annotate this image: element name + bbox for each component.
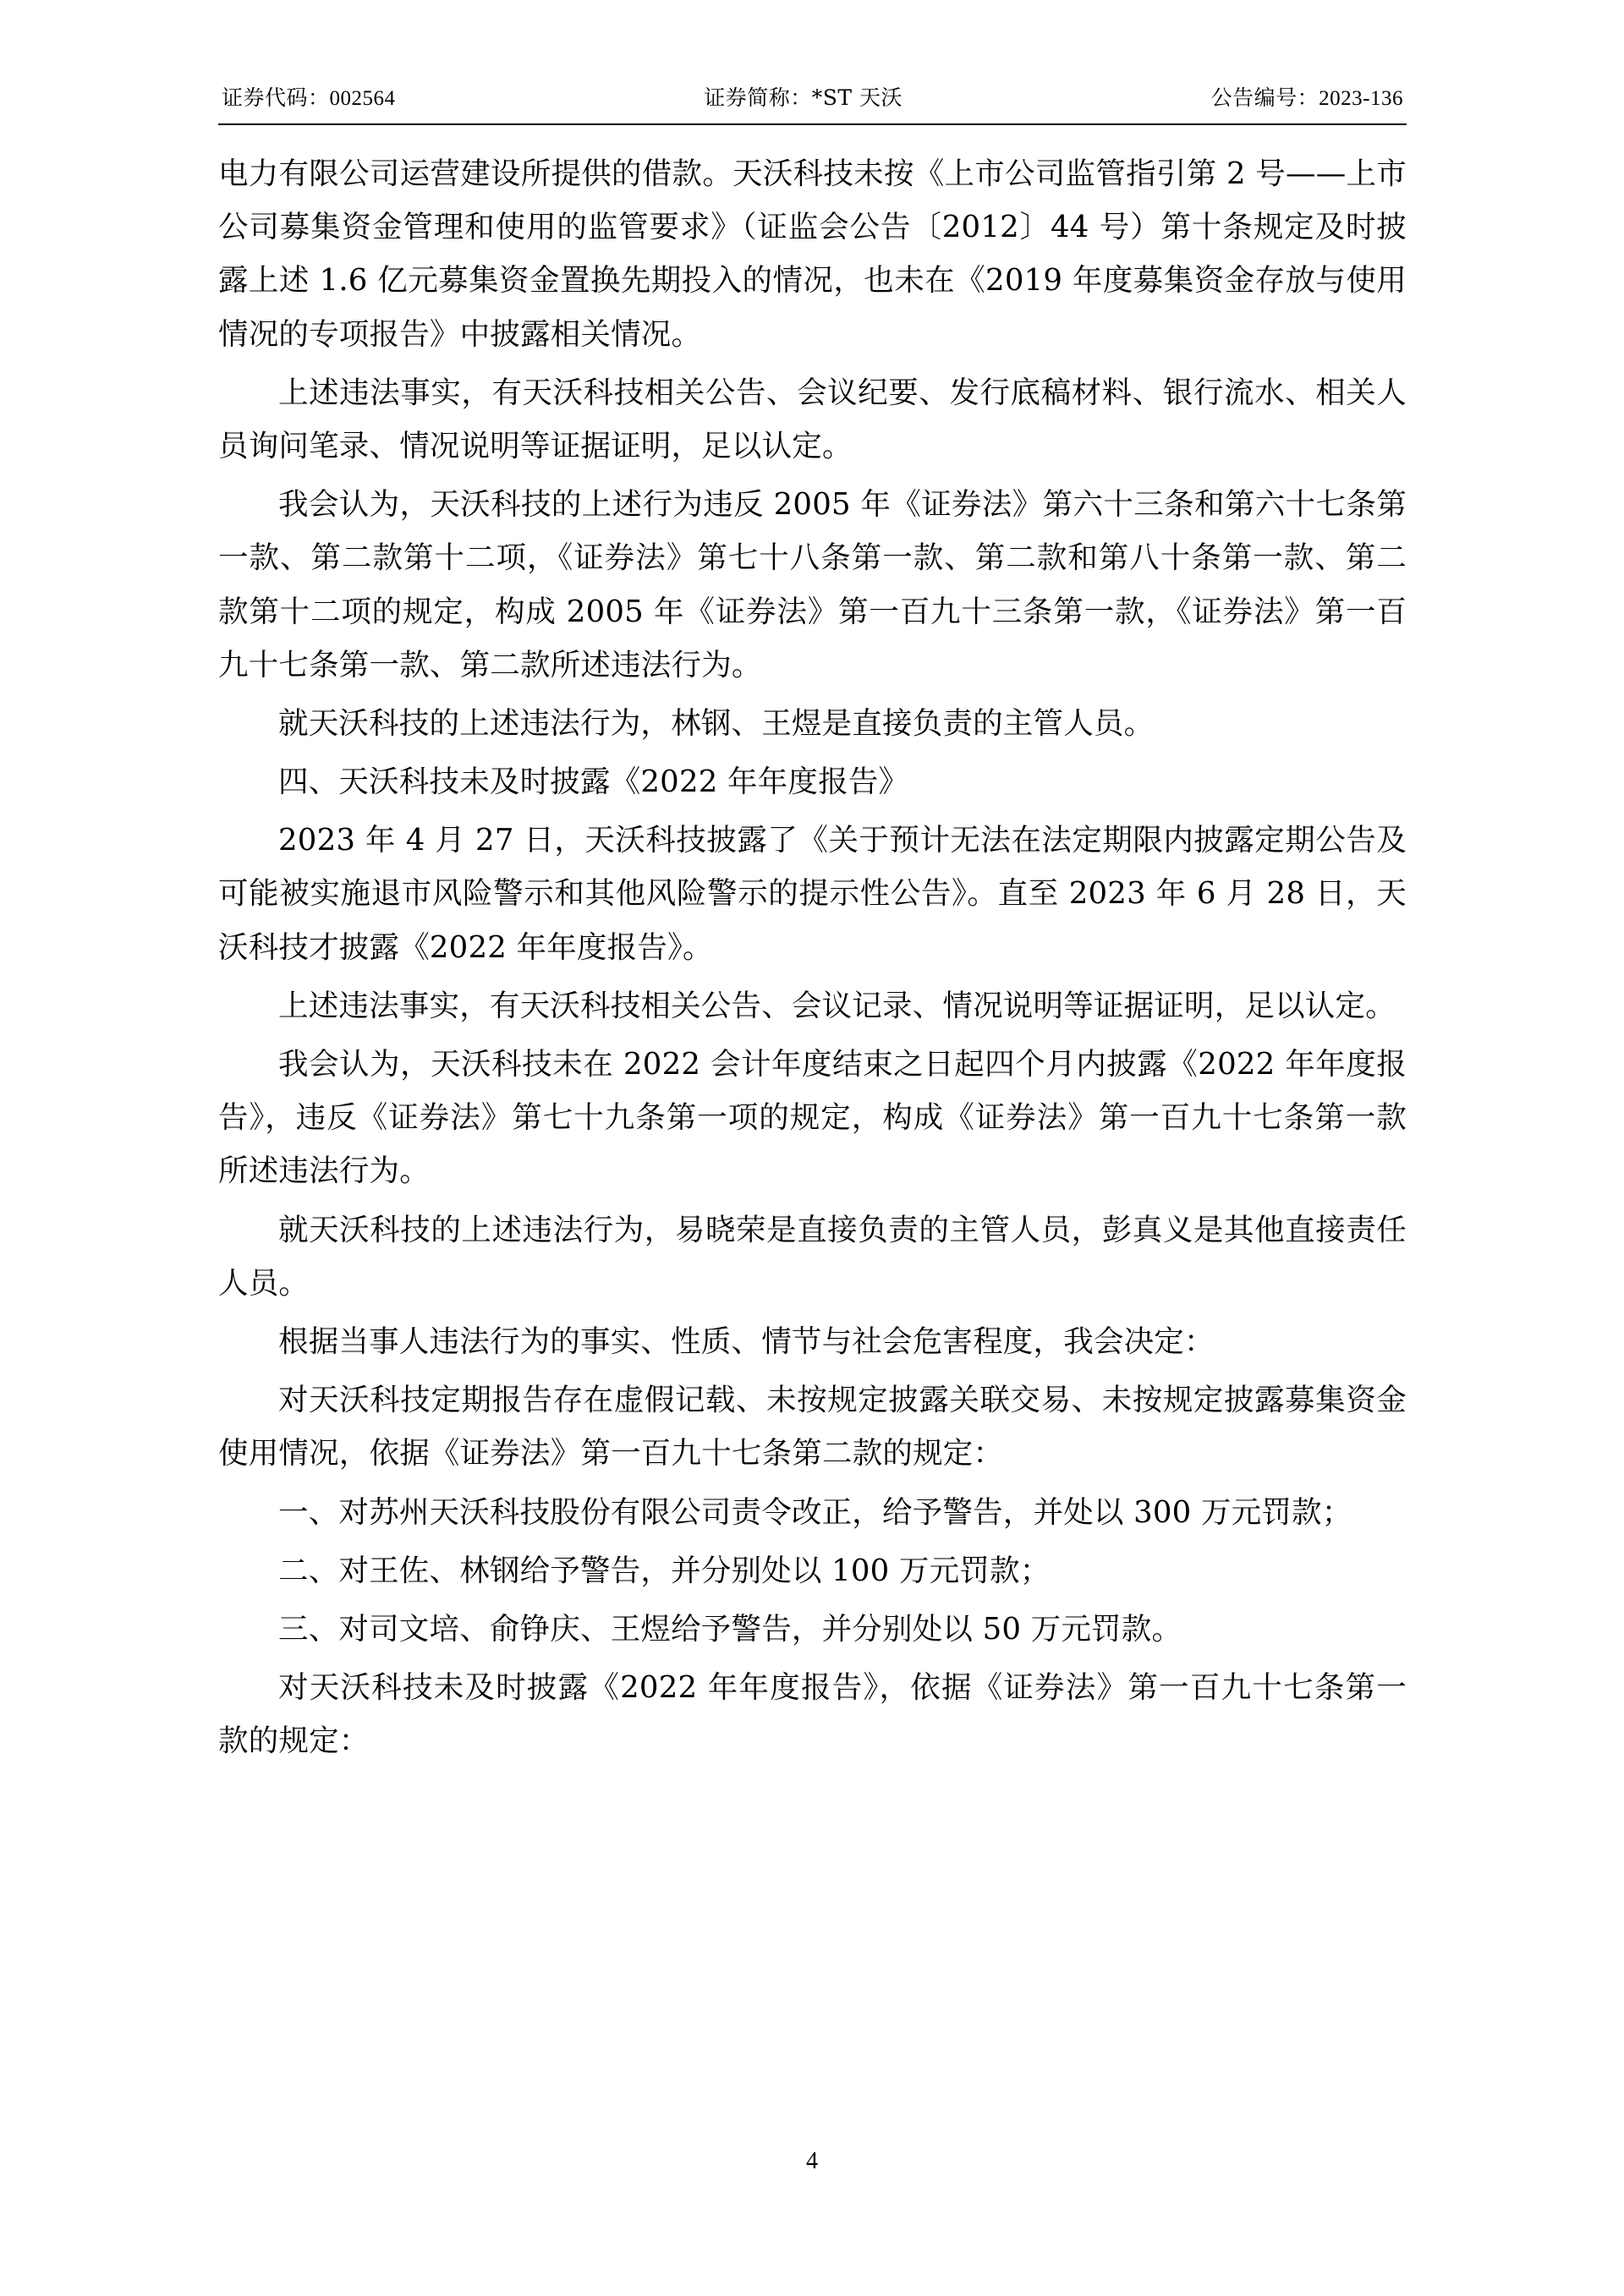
header-security-abbr-label: 证券简称： [704,85,812,110]
body-paragraph: 我会认为，天沃科技未在 2022 会计年度结束之日起四个月内披露《2022 年年度报告》，违反《证券法》第七十九条第一项的规定，构成《证券法》第一百九十七条第一款所述违法行为。 [218,1047,1407,1189]
penalty-item-one: 一、对苏州天沃科技股份有限公司责令改正，给予警告，并处以 300 万元罚款； [278,1494,1352,1530]
penalty-item-three: 三、对司文培、俞铮庆、王煜给予警告，并分别处以 50 万元罚款。 [278,1611,1182,1647]
section-heading-four: 四、天沃科技未及时披露《2022 年年度报告》 [278,764,909,800]
body-paragraph: 就天沃科技的上述违法行为，易晓荣是直接负责的主管人员，彭真义是其他直接责任人员。 [218,1212,1407,1301]
body-paragraph: 对天沃科技定期报告存在虚假记载、未按规定披露关联交易、未按规定披露募集资金使用情况，依据《证券法》第一百九十七条第二款的规定： [218,1383,1407,1471]
header-security-code-label: 证券代码： [222,85,330,110]
body-paragraph: 对天沃科技未及时披露《2022 年年度报告》，依据《证券法》第一百九十七条第一款的规定： [218,1670,1407,1759]
header-divider [218,123,1407,125]
body-paragraph: 上述违法事实，有天沃科技相关公告、会议纪要、发行底稿材料、银行流水、相关人员询问笔录、情况说明等证据证明，足以认定。 [218,375,1407,463]
header-security-code-value: 002564 [329,87,396,110]
page-header [218,81,1407,123]
page-content [218,81,1407,1773]
penalty-item-two: 二、对王佐、林钢给予警告，并分别处以 100 万元罚款； [278,1553,1051,1588]
header-notice-number [1211,81,1403,112]
header-security-abbr [704,81,903,112]
header-security-abbr-value: *ST 天沃 [811,85,903,110]
body-paragraph: 我会认为，天沃科技的上述行为违反 2005 年《证券法》第六十三条和第六十七条第一款、第二款第十二项，《证券法》第七十八条第一款、第二款和第八十条第一款、第二款第十二项的规定，构成 2005 年《证券法》第一百九十三条第一款，《证券法》第一百九十七条第一款、第二款所述违法行为。 [218,487,1407,682]
body-paragraph: 上述违法事实，有天沃科技相关公告、会议记录、情况说明等证据证明，足以认定。 [278,988,1396,1023]
header-notice-number-value: 2023-136 [1319,87,1403,110]
body-paragraph: 电力有限公司运营建设所提供的借款。天沃科技未按《上市公司监管指引第 2 号——上市公司募集资金管理和使用的监管要求》（证监会公告〔2012〕44 号）第十条规定及时披露上述 1.6 亿元募集资金置换先期投入的情况，也未在《2019 年度募集资金存放与使用情况的专项报告》中披露相关情况。 [218,156,1407,352]
page-number: 4 [806,2148,818,2174]
body-paragraph: 2023 年 4 月 27 日，天沃科技披露了《关于预计无法在法定期限内披露定期公告及可能被实施退市风险警示和其他风险警示的提示性公告》。直至 2023 年 6 月 28 日，天沃科技才披露《2022 年年度报告》。 [218,823,1407,965]
document-body [218,147,1407,1767]
header-notice-number-label: 公告编号： [1210,85,1320,110]
body-paragraph: 就天沃科技的上述违法行为，林钢、王煜是直接负责的主管人员。 [278,705,1155,741]
header-security-code [222,81,396,112]
body-paragraph: 根据当事人违法行为的事实、性质、情节与社会危害程度，我会决定： [278,1323,1215,1359]
